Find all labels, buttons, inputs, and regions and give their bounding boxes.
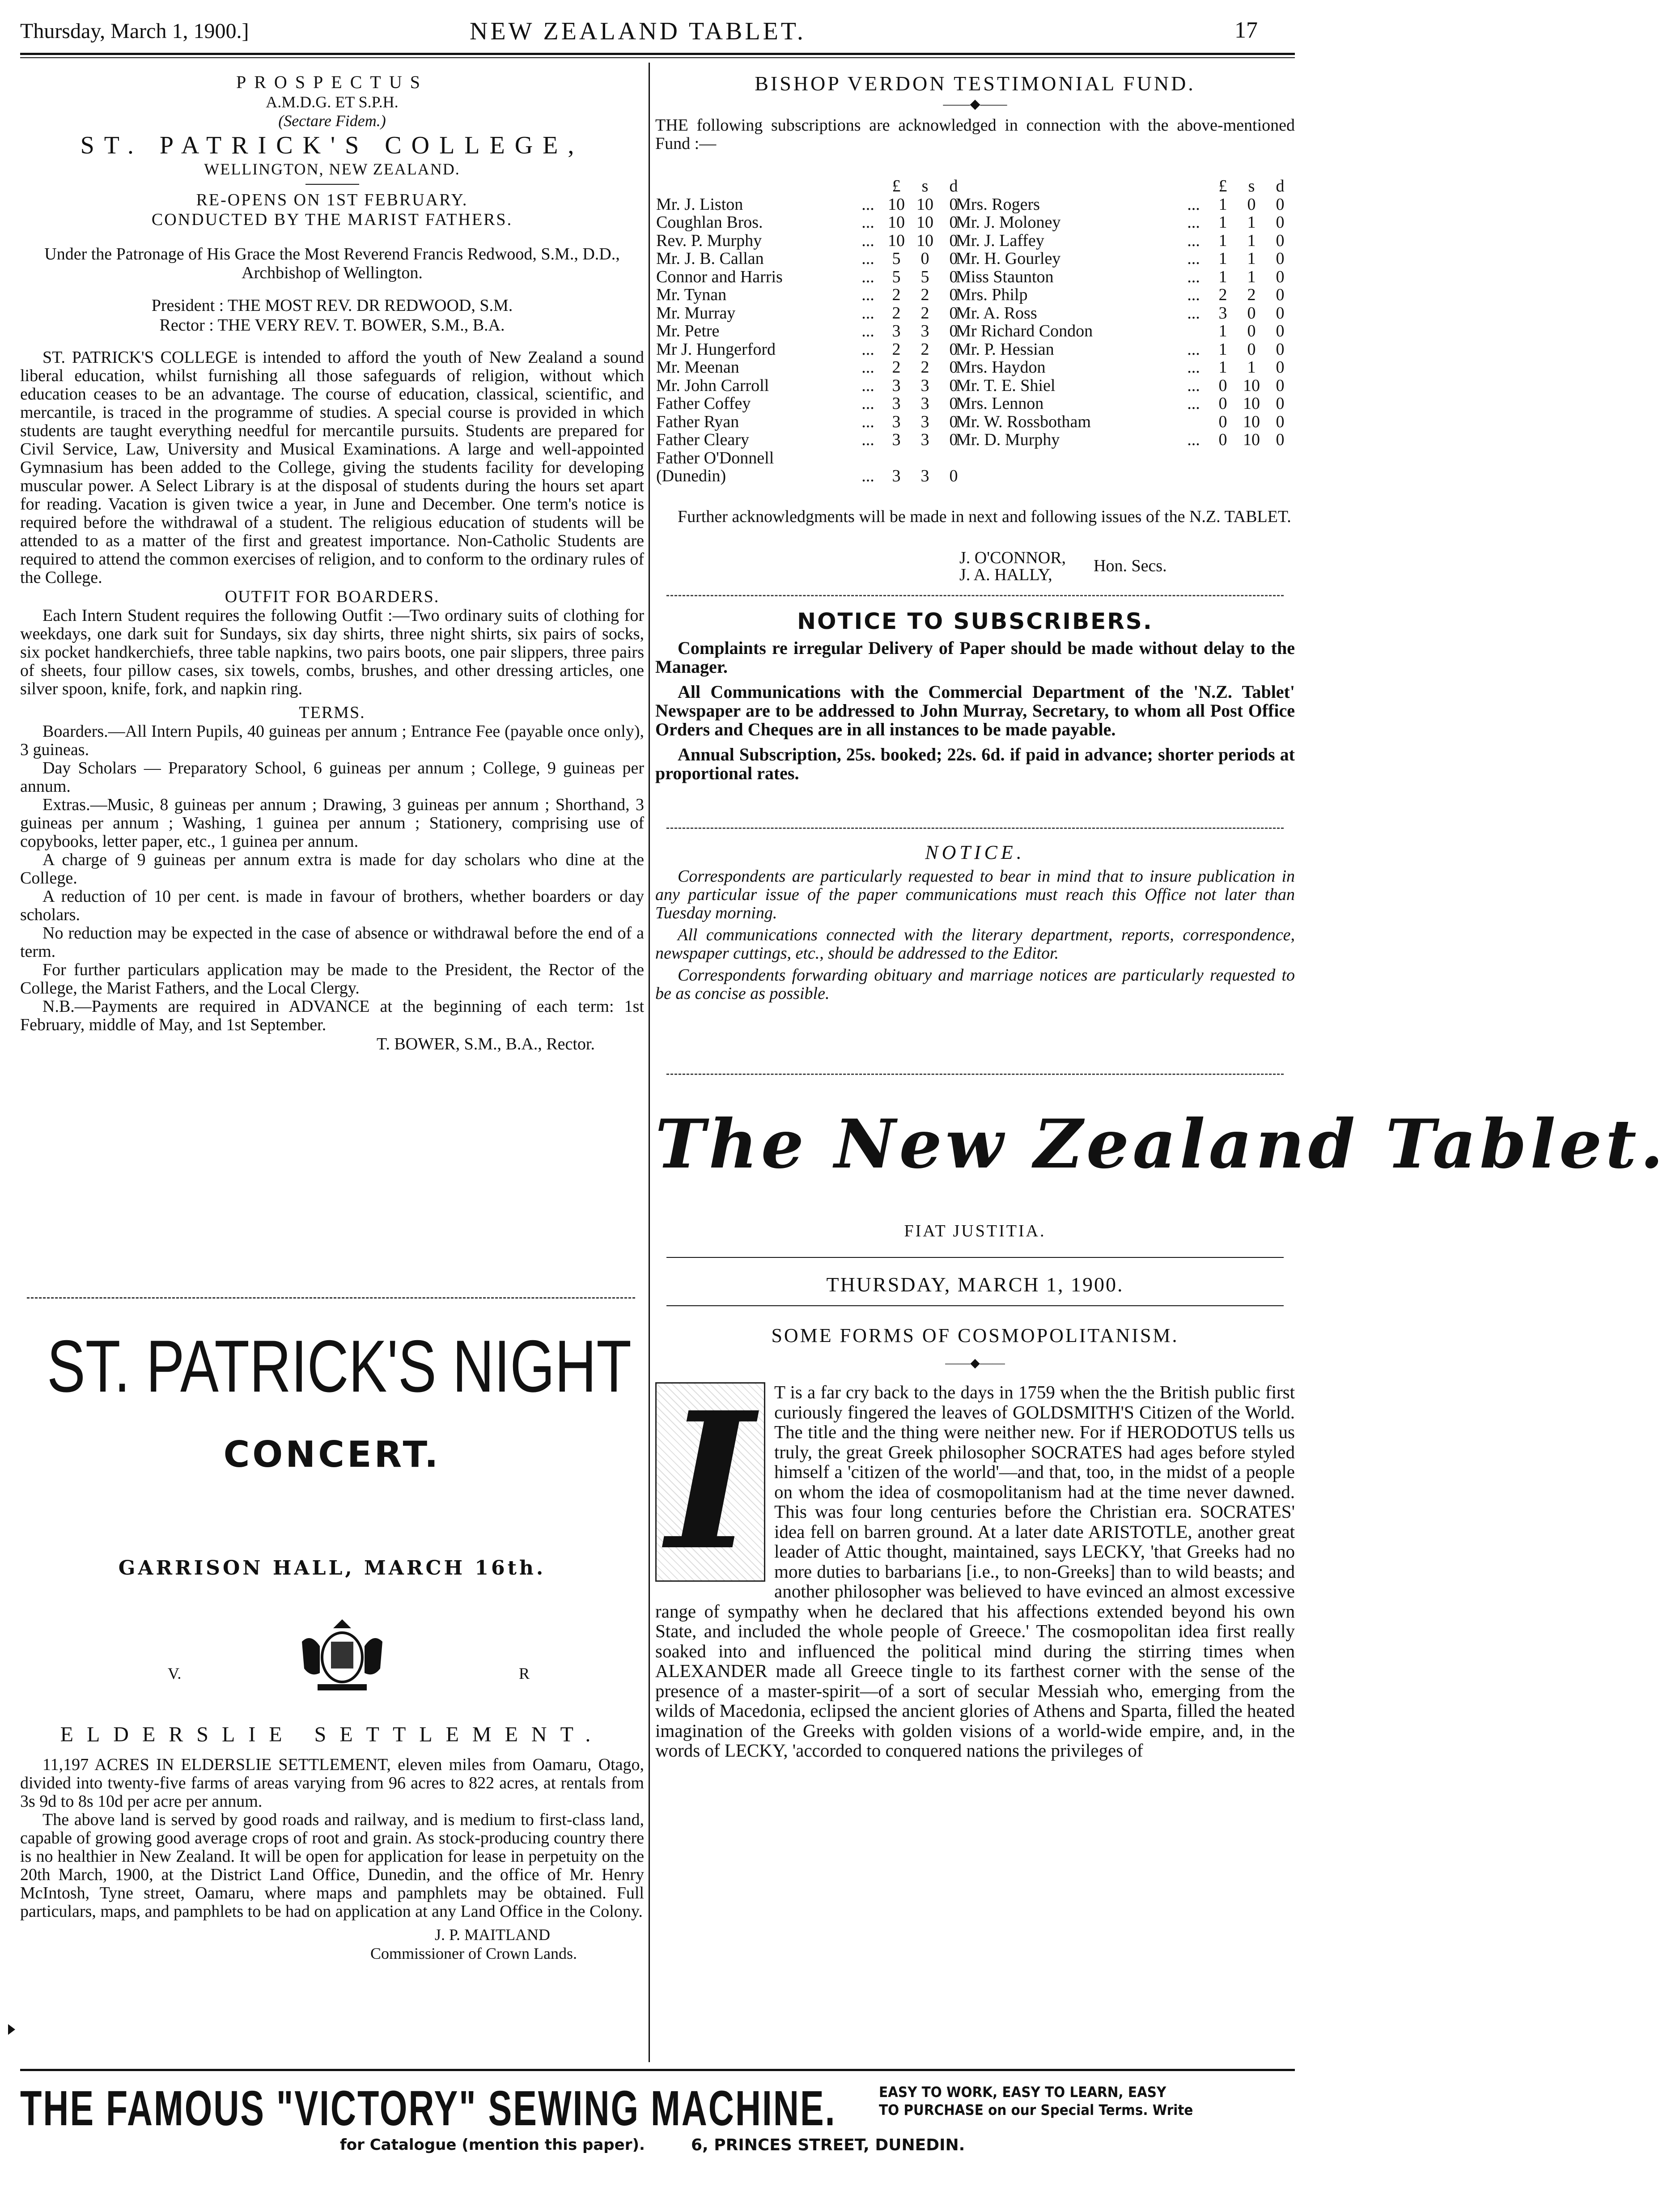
amount-cell: 0 — [949, 249, 958, 268]
eldersley-paragraph-1: 11,197 ACRES IN ELDERSLIE SETTLEMENT, eleven miles from Oamaru, Otago, divided into twenty-five farms of areas varying from 96 acres to 822 acres, at rentals from 3s 9d to 8s 10d per acre per annum. — [20, 1755, 644, 1811]
crest-v: V. — [168, 1664, 182, 1682]
diamond-divider-icon: ——◆—— — [945, 1356, 1005, 1370]
article-text: T is a far cry back to the days in 1759 when the the British public first curiously fingered the leaves of GOLDSMITH'S Citizen of the World. The title and the thing were neither new. For if HERODOTUS tells us truly, the great Greek philosopher SOCRATES had ages before styled himself a 'citizen of the world'—and that, too, in the midst of a people on whom the idea of cosmopolitanism had at the time never dawned. This was four long centuries before the Christian era. SOCRATES' idea fell on barren ground. At a later date ARISTOTLE, another great leader of Attic thought, maintained, says LECKY, 'that Greeks had no more duties to barbarians [i.e., to non-Greeks] than to wild beasts; and another philosopher was believed to have evinced an almost excessive range of sympathy when he declared that his affections extended beyond his own State, and included the whole people of Greece.' The cosmopolitan idea first really soaked into and influenced the political mind during the stirring times when ALEXANDER made all Greece tingle to its farthest corner with the sense of the presence of a master-spirit—of a sort of secular Messiah who, emerging from the wilds of Macedonia, eclipsed the ancient glories of Athens and Sparta, filled the heated imagination of the Greeks with golden visions of a world-wide empire, and, in the words of LECKY, 'accorded to conquered nations the privileges of — [655, 1382, 1295, 1761]
fund-row — [656, 214, 967, 231]
subscriber-name: Mr. H. Gourley — [956, 249, 1061, 268]
separator — [27, 1297, 635, 1299]
amount-cell: 0 — [1276, 322, 1285, 340]
masthead-rule — [20, 53, 1295, 55]
amount-cell: 0 — [1276, 231, 1285, 250]
leader-dots: ... — [1187, 267, 1200, 286]
amount-cell: 0 — [1218, 376, 1227, 395]
leader-dots — [861, 450, 882, 467]
amount-cell: 0 — [1276, 249, 1285, 268]
leader-dots: ... — [861, 467, 874, 485]
amount-cell: 0 — [1247, 322, 1256, 340]
fund-row — [956, 305, 1294, 322]
diamond-divider-icon: ——◆—— — [943, 97, 1007, 111]
amount-cell: 3 — [920, 430, 929, 449]
subscriber-name: Mr. Petre — [656, 322, 720, 340]
subscriber-name: Mr. W. Rossbotham — [956, 412, 1091, 431]
day-scholars-paragraph: Day Scholars — Preparatory School, 6 guineas per annum ; College, 9 guineas per annum. — [20, 759, 644, 796]
amount-cell: 0 — [1276, 394, 1285, 413]
subscriber-name: Mr. John Carroll — [656, 376, 769, 395]
fund-row — [956, 286, 1294, 304]
amount-cell: 0 — [949, 213, 958, 232]
fund-col-header: d — [949, 177, 958, 195]
sewing-ad-tag1: EASY TO WORK, EASY TO LEARN, EASY — [879, 2084, 1166, 2101]
subscriber-name: Mrs. Rogers — [956, 195, 1040, 214]
amount-cell: 3 — [920, 467, 929, 485]
amount-cell: 2 — [1247, 285, 1256, 304]
leader-dots — [1187, 323, 1208, 340]
charge-paragraph: A charge of 9 guineas per annum extra is made for day scholars who dine at the College. — [20, 850, 644, 887]
sewing-ad-address: 6, PRINCES STREET, DUNEDIN. — [691, 2136, 965, 2154]
amount-cell: 0 — [1276, 213, 1285, 232]
amount-cell: 2 — [892, 340, 901, 359]
subscriber-name: Coughlan Bros. — [656, 213, 763, 232]
subscriber-name: Mr. J. Laffey — [956, 231, 1044, 250]
verdon-fund-section — [655, 72, 1295, 153]
amount-cell: 0 — [1276, 412, 1285, 431]
subscriber-name: Mr. Murray — [656, 303, 736, 323]
hon-secs: Hon. Secs. — [1094, 556, 1167, 575]
amount-cell: 1 — [1218, 358, 1227, 377]
fund-row — [656, 413, 967, 431]
fund-row — [956, 268, 1294, 286]
fund-row — [656, 467, 967, 485]
outfit-paragraph: Each Intern Student requires the following Outfit :—Two ordinary suits of clothing for weekdays, one dark suit for Sundays, six day shirts, three night shirts, six pairs of socks, six pocket handkerchiefs, three table napkins, two pairs boots, one pair slippers, three pairs of sheets, four pillow cases, six towels, combs, brushes, and other dressing articles, one silver spoon, knife, fork, and napkin ring. — [20, 606, 644, 698]
subscriber-name: Rev. P. Murphy — [656, 231, 762, 250]
amount-cell: 3 — [892, 376, 901, 395]
tablet-title: The New Zealand Tablet. — [655, 1105, 1667, 1184]
reduction-paragraph: A reduction of 10 per cent. is made in favour of brothers, whether boarders or day scholars. — [20, 887, 644, 924]
fund-row — [956, 413, 1294, 431]
leader-dots: ... — [1187, 358, 1200, 377]
subscriber-name: Mrs. Lennon — [956, 394, 1044, 413]
amount-cell: 2 — [892, 358, 901, 377]
amount-cell: 0 — [1247, 195, 1256, 214]
fund-row — [656, 286, 967, 304]
fund-row — [956, 359, 1294, 376]
amount-cell: 1 — [1247, 267, 1256, 286]
amount-cell: 5 — [920, 267, 929, 286]
amount-cell: 0 — [1276, 376, 1285, 395]
concert-venue: GARRISON HALL, MARCH 16th. — [118, 1557, 546, 1579]
fund-row — [656, 196, 967, 213]
amount-cell: 0 — [1218, 394, 1227, 413]
amount-cell: 3 — [892, 394, 901, 413]
leader-dots: ... — [1187, 394, 1200, 413]
fund-row — [956, 232, 1294, 250]
amount-cell — [940, 450, 967, 467]
amount-cell: 10 — [916, 213, 933, 232]
amount-cell: 0 — [1276, 303, 1285, 323]
signer-oconnor: J. O'CONNOR, — [959, 548, 1066, 567]
amount-cell: 1 — [1218, 340, 1227, 359]
leader-dots: ... — [861, 213, 874, 232]
amount-cell: 0 — [1276, 267, 1285, 286]
subscriber-name: Miss Staunton — [956, 267, 1054, 286]
prospectus-signature: T. BOWER, S.M., B.A., Rector. — [376, 1035, 595, 1053]
amount-cell: 0 — [949, 285, 958, 304]
amount-cell: 0 — [949, 412, 958, 431]
amount-cell: 10 — [916, 231, 933, 250]
fund-col-header: £ — [1218, 177, 1227, 195]
amount-cell: 5 — [892, 267, 901, 286]
leader-dots: ... — [1187, 285, 1200, 304]
amount-cell: 0 — [1276, 430, 1285, 449]
leader-dots: ... — [861, 231, 874, 250]
fund-table-header — [956, 178, 1294, 195]
subscriber-name: Father Ryan — [656, 412, 739, 431]
amount-cell: 3 — [1218, 303, 1227, 323]
amount-cell: 0 — [949, 231, 958, 250]
amount-cell: 0 — [949, 322, 958, 340]
leader-dots: ... — [861, 249, 874, 268]
signer-hally: J. A. HALLY, — [959, 565, 1052, 584]
amount-cell: 1 — [1247, 249, 1256, 268]
crest-r: R — [519, 1664, 530, 1682]
fund-row — [656, 268, 967, 286]
subscriber-name: Mr. J. Liston — [656, 195, 743, 214]
amount-cell: 0 — [949, 467, 958, 485]
sewing-ad-title: THE FAMOUS "VICTORY" SEWING MACHINE. — [20, 2081, 836, 2136]
amount-cell: 10 — [916, 195, 933, 214]
page-number: 17 — [1234, 17, 1258, 43]
fund-row — [656, 232, 967, 250]
subscriber-name: Mr Richard Condon — [956, 322, 1093, 340]
nb-paragraph: N.B.—Payments are required in ADVANCE at the beginning of each term: 1st February, middle of May, and 1st September. — [20, 997, 644, 1034]
notice-subscribers-heading: NOTICE TO SUBSCRIBERS. — [797, 608, 1153, 634]
bullet-arrow-icon — [8, 2024, 15, 2035]
subscriber-name: Mrs. Philp — [956, 285, 1028, 304]
amount-cell: 0 — [949, 430, 958, 449]
leader-dots: ... — [1187, 213, 1200, 232]
fund-row — [656, 341, 967, 358]
amount-cell: 1 — [1218, 249, 1227, 268]
amount-cell: 3 — [920, 322, 929, 340]
fund-row — [956, 377, 1294, 395]
subscriber-name: Mr. D. Murphy — [956, 430, 1060, 449]
eldersley-section — [20, 1722, 644, 1963]
amount-cell: 1 — [1218, 322, 1227, 340]
subscriber-name: (Dunedin) — [656, 467, 726, 485]
amount-cell: 1 — [1218, 231, 1227, 250]
subscriber-name: Mrs. Haydon — [956, 358, 1046, 377]
leader-dots: ... — [861, 358, 874, 377]
masthead-title: NEW ZEALAND TABLET. — [470, 17, 806, 45]
amount-cell — [911, 450, 939, 467]
amount-cell: 0 — [1247, 340, 1256, 359]
fund-row — [656, 450, 967, 467]
amount-cell: 0 — [949, 394, 958, 413]
divider — [666, 1257, 1284, 1258]
dropcap: I — [655, 1382, 765, 1582]
notice-subscribers-p2: All Communications with the Commercial Department of the 'N.Z. Tablet' Newspaper are to be addressed to John Murray, Secretary, to whom all Post Office Orders and Cheques are in all instances to be made payable. — [655, 682, 1295, 739]
fund-table-header — [656, 178, 967, 195]
subscriber-name: Father O'Donnell — [656, 448, 774, 467]
fund-row — [956, 250, 1294, 267]
leader-dots: ... — [861, 376, 874, 395]
reopens-line: RE-OPENS ON 1ST FEBRUARY. — [196, 191, 468, 209]
subscriber-name: Mr. Tynan — [656, 285, 727, 304]
divider — [305, 184, 359, 185]
sewing-ad-catalogue: for Catalogue (mention this paper). — [340, 2136, 645, 2154]
leader-dots: ... — [1187, 376, 1200, 395]
amount-cell: 10 — [1243, 394, 1260, 413]
verdon-heading: BISHOP VERDON TESTIMONIAL FUND. — [755, 72, 1196, 95]
notice-heading: NOTICE. — [925, 841, 1025, 863]
leader-dots: ... — [1187, 303, 1200, 323]
leader-dots: ... — [1187, 195, 1200, 214]
amount-cell: 3 — [892, 322, 901, 340]
subscriber-name: Mr J. Hungerford — [656, 340, 776, 359]
patronage-text: Under the Patronage of His Grace the Most Reverend Francis Redwood, S.M., D.D., Archbishop of Wellington. — [44, 245, 620, 282]
fund-row — [656, 431, 967, 449]
outfit-heading: OUTFIT FOR BOARDERS. — [225, 587, 440, 606]
amount-cell: 2 — [892, 303, 901, 323]
concert-title: ST. PATRICK'S NIGHT — [47, 1325, 632, 1407]
divider — [666, 1305, 1284, 1306]
amount-cell: 2 — [920, 358, 929, 377]
notice-p3: Correspondents forwarding obituary and marriage notices are particularly requested to be as concise as possible. — [655, 966, 1295, 1003]
intro-paragraph: ST. PATRICK'S COLLEGE is intended to afford the youth of New Zealand a sound liberal education, whilst furnishing all those safeguards of religion, without which education ceases to be an advantage. The course of education, classical, scientific, and mercantile, is traced in the programme of studies. A special course is provided in which students are taught everything needful for mercantile pursuits. Students are prepared for Civil Service, Law, University and Musical Examinations. A large and well-appointed Gymnasium has been added to the College, giving the students facility for developing muscular power. A Select Library is at the disposal of students during the hours set apart for reading. Vacation is given twice a year, in June and December. One term's notice is required before the withdrawal of a student. The religious education of students will be attended to as a matter of the first and greatest importance. Non-Catholic Students are required to attend the common exercises of religion, and to conform to the ordinary rules of the College. — [20, 348, 644, 587]
subscriber-name: Mr. Meenan — [656, 358, 739, 377]
fund-col-header: d — [1276, 177, 1285, 195]
president-line: President : THE MOST REV. DR REDWOOD, S.M. — [151, 296, 513, 315]
prospectus-section — [20, 72, 644, 1054]
eldersley-signer-title: Commissioner of Crown Lands. — [370, 1945, 577, 1962]
amount-cell: 0 — [1276, 340, 1285, 359]
leader-dots: ... — [1187, 231, 1200, 250]
subscriber-name: Mr. P. Hessian — [956, 340, 1054, 359]
leader-dots: ... — [1187, 340, 1200, 359]
amount-cell: 0 — [1218, 430, 1227, 449]
fund-row — [656, 323, 967, 340]
fund-row — [656, 250, 967, 267]
further-paragraph: For further particulars application may be made to the President, the Rector of the College, the Marist Fathers, and the Local Clergy. — [20, 960, 644, 998]
amount-cell: 3 — [892, 412, 901, 431]
concert-subtitle: CONCERT. — [223, 1434, 441, 1475]
subscriber-name: Father Coffey — [656, 394, 751, 413]
fund-row — [656, 377, 967, 395]
subscriber-name: Father Cleary — [656, 430, 749, 449]
amount-cell: 3 — [892, 430, 901, 449]
leader-dots: ... — [861, 285, 874, 304]
sewing-ad-tag2: TO PURCHASE on our Special Terms. Write — [879, 2102, 1193, 2119]
amount-cell: 10 — [1243, 430, 1260, 449]
amount-cell: 1 — [1247, 231, 1256, 250]
fund-table-right — [955, 177, 1295, 450]
amount-cell: 1 — [1218, 213, 1227, 232]
verdon-footer — [655, 507, 1295, 584]
verdon-further: Further acknowledgments will be made in next and following issues of the N.Z. TABLET. — [678, 507, 1291, 526]
no-reduction-paragraph: No reduction may be expected in the case of absence or withdrawal before the end of a term. — [20, 924, 644, 961]
leader-dots: ... — [861, 303, 874, 323]
notice-subscribers-p1: Complaints re irregular Delivery of Paper should be made without delay to the Manager. — [655, 638, 1295, 677]
fund-row — [956, 431, 1294, 449]
prospectus-motto: A.M.D.G. ET S.P.H. — [266, 93, 399, 111]
fund-row — [956, 341, 1294, 358]
leader-dots — [1187, 413, 1208, 431]
amount-cell: 0 — [1276, 195, 1285, 214]
leader-dots: ... — [861, 267, 874, 286]
amount-cell: 0 — [1247, 303, 1256, 323]
concert-ad — [20, 1324, 644, 1745]
college-location: WELLINGTON, NEW ZEALAND. — [204, 160, 460, 178]
sewing-machine-ad — [20, 2076, 1295, 2165]
amount-cell: 0 — [1276, 285, 1285, 304]
amount-cell: 0 — [949, 376, 958, 395]
eldersley-signer: J. P. MAITLAND — [434, 1926, 550, 1944]
subscriber-name: Mr. J. Moloney — [956, 213, 1061, 232]
amount-cell: 0 — [949, 303, 958, 323]
eldersley-heading: ELDERSLIE SETTLEMENT. — [60, 1723, 604, 1746]
amount-cell: 10 — [1243, 376, 1260, 395]
subscriber-name: Connor and Harris — [656, 267, 783, 286]
amount-cell: 0 — [949, 195, 958, 214]
column-divider — [649, 63, 650, 2062]
amount-cell: 1 — [1218, 267, 1227, 286]
tablet-date: THURSDAY, MARCH 1, 1900. — [826, 1273, 1124, 1296]
notice-p2: All communications connected with the literary department, reports, correspondence, newspaper cuttings, etc., should be addressed to the Editor. — [655, 926, 1295, 963]
amount-cell: 2 — [892, 285, 901, 304]
eldersley-paragraph-2: The above land is served by good roads and railway, and is medium to first-class land, capable of growing good average crops of root and grain. As stock-producing country there is no healthier in New Zealand. It will be open for application for lease in perpetuity on the 20th March, 1900, at the District Land Office, Dunedin, and the office of Mr. Henry McIntosh, Tyne street, Oamaru, where maps and pamphlets may be obtained. Full particulars, maps, and pamphlets to be had on application at any Land Office in the Colony. — [20, 1810, 644, 1921]
separator — [666, 595, 1284, 596]
amount-cell: 10 — [888, 195, 905, 214]
notice-section — [655, 841, 1295, 1003]
amount-cell: 2 — [920, 303, 929, 323]
fund-row — [956, 395, 1294, 412]
amount-cell: 1 — [1247, 358, 1256, 377]
amount-cell: 0 — [920, 249, 929, 268]
fund-row — [956, 323, 1294, 340]
amount-cell: 1 — [1218, 195, 1227, 214]
royal-crest-icon — [293, 1615, 391, 1695]
college-name: ST. PATRICK'S COLLEGE, — [80, 132, 584, 159]
notice-p1: Correspondents are particularly requested to bear in mind that to insure publication in any particular issue of the paper communications must reach this Office not later than Tuesday morning. — [655, 867, 1295, 922]
article-body — [655, 1371, 1295, 2071]
amount-cell: 0 — [949, 340, 958, 359]
verdon-intro: THE following subscriptions are acknowledged in connection with the above-mentioned Fund :— — [655, 116, 1295, 153]
leader-dots: ... — [861, 322, 874, 340]
amount-cell: 0 — [1218, 412, 1227, 431]
leader-dots: ... — [861, 394, 874, 413]
amount-cell: 2 — [920, 285, 929, 304]
amount-cell: 0 — [1276, 358, 1285, 377]
conducted-line: CONDUCTED BY THE MARIST FATHERS. — [151, 210, 513, 229]
separator — [666, 828, 1284, 829]
subscriber-name: Mr. J. B. Callan — [656, 249, 764, 268]
leader-dots: ... — [861, 412, 874, 431]
amount-cell: 2 — [1218, 285, 1227, 304]
boarders-paragraph: Boarders.—All Intern Pupils, 40 guineas per annum ; Entrance Fee (payable once only), 3 guineas. — [20, 722, 644, 759]
fund-row — [956, 196, 1294, 213]
leader-dots: ... — [861, 430, 874, 449]
amount-cell: 3 — [920, 394, 929, 413]
amount-cell: 1 — [1247, 213, 1256, 232]
masthead-rule-thin — [20, 57, 1295, 58]
amount-cell: 10 — [888, 213, 905, 232]
prospectus-heading: PROSPECTUS — [236, 72, 428, 92]
amount-cell: 3 — [920, 376, 929, 395]
fund-row — [656, 395, 967, 412]
subscriber-name: Mr. T. E. Shiel — [956, 376, 1056, 395]
fund-row — [956, 214, 1294, 231]
leader-dots: ... — [861, 340, 874, 359]
amount-cell: 10 — [1243, 412, 1260, 431]
extras-paragraph: Extras.—Music, 8 guineas per annum ; Drawing, 3 guineas per annum ; Shorthand, 3 guineas per annum ; Washing, 1 guinea per annum ; Stationery, comprising use of copybooks, letter paper, etc., 1 guinea per annum. — [20, 795, 644, 851]
masthead-date: Thursday, March 1, 1900.] — [20, 19, 249, 43]
leader-dots: ... — [1187, 249, 1200, 268]
amount-cell: 3 — [892, 467, 901, 485]
separator — [666, 1074, 1284, 1075]
prospectus-subtitle: (Sectare Fidem.) — [278, 112, 386, 130]
rector-line: Rector : THE VERY REV. T. BOWER, S.M., B.A. — [159, 316, 505, 335]
notice-subscribers-p3: Annual Subscription, 25s. booked; 22s. 6d. if paid in advance; shorter periods at proportional rates. — [655, 744, 1295, 783]
subscriber-name: Mr. A. Ross — [956, 303, 1037, 323]
tablet-motto: FIAT JUSTITIA. — [904, 1222, 1046, 1240]
amount-cell: 0 — [949, 267, 958, 286]
fund-table-left — [655, 177, 968, 486]
masthead — [0, 0, 1310, 53]
amount-cell: 3 — [920, 412, 929, 431]
fund-row — [656, 359, 967, 376]
amount-cell: 2 — [920, 340, 929, 359]
footer-rule — [20, 2069, 1295, 2071]
amount-cell: 0 — [949, 358, 958, 377]
fund-col-header: £ — [892, 177, 901, 195]
leader-dots: ... — [1187, 430, 1200, 449]
terms-heading: TERMS. — [299, 703, 365, 722]
amount-cell: 5 — [892, 249, 901, 268]
fund-col-header: s — [1248, 177, 1255, 195]
notice-subscribers-section — [655, 608, 1295, 783]
amount-cell — [882, 450, 910, 467]
article-title: SOME FORMS OF COSMOPOLITANISM. — [771, 1325, 1179, 1346]
leader-dots: ... — [861, 195, 874, 214]
fund-row — [656, 305, 967, 322]
amount-cell: 10 — [888, 231, 905, 250]
fund-col-header: s — [921, 177, 929, 195]
